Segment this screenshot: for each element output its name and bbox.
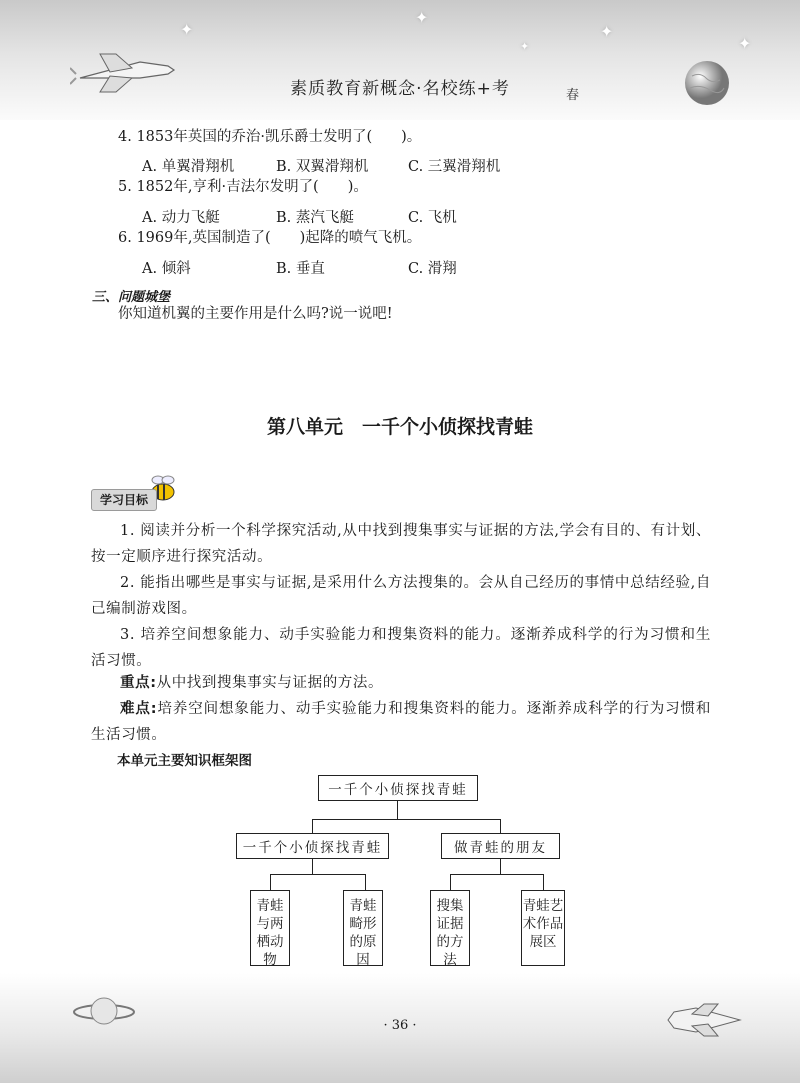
question-6-stem: 6. 1969年,英国制造了( )起降的喷气飞机。	[118, 230, 422, 246]
connector-line	[500, 859, 501, 874]
question-4-option-b: B. 双翼滑翔机	[276, 159, 369, 175]
diagram-branch-node-2: 做青蛙的朋友	[441, 833, 560, 859]
difficulty-point-label: 难点:	[120, 701, 158, 717]
diagram-leaf-node: 青蛙与两栖动物	[250, 890, 290, 966]
question-4-option-a: A. 单翼滑翔机	[142, 159, 235, 175]
star-icon: ✦	[738, 34, 752, 53]
connector-line	[365, 874, 366, 890]
saturn-planet-icon	[72, 992, 136, 1032]
star-icon: ✦	[600, 22, 614, 41]
connector-line	[543, 874, 544, 890]
diagram-root-node: 一千个小侦探找青蛙	[318, 775, 478, 801]
header-title: 素质教育新概念·名校练+考	[290, 79, 510, 99]
key-point	[91, 670, 711, 696]
question-5-option-a: A. 动力飞艇	[142, 210, 220, 226]
diagram-leaf-node: 青蛙畸形的原因	[343, 890, 383, 966]
question-4-stem: 4. 1853年英国的乔治·凯乐爵士发明了( )。	[118, 129, 422, 145]
question-5-option-b: B. 蒸汽飞艇	[276, 210, 354, 226]
space-shuttle-icon	[664, 1000, 744, 1040]
goal-item-3: 3. 培养空间想象能力、动手实验能力和搜集资料的能力。逐渐养成科学的行为习惯和生活习惯。	[91, 627, 711, 669]
page-number: · 36 ·	[383, 1018, 417, 1033]
goal-item-2: 2. 能指出哪些是事实与证据,是采用什么方法搜集的。会从自己经历的事情中总结经验,自己编制游戏图。	[91, 575, 711, 617]
connector-line	[270, 874, 271, 890]
connector-line	[450, 874, 451, 890]
key-point-label: 重点:	[120, 675, 157, 691]
star-icon: ✦	[180, 20, 194, 39]
difficulty-point-text: 培养空间想象能力、动手实验能力和搜集资料的能力。逐渐养成科学的行为习惯和生活习惯。	[91, 701, 711, 743]
diagram-branch-node-1: 一千个小侦探找青蛙	[236, 833, 389, 859]
connector-line	[312, 859, 313, 874]
diagram-leaf-node: 搜集证据的方法	[430, 890, 470, 966]
unit-title: 第八单元 一千个小侦探找青蛙	[266, 416, 533, 438]
connector-line	[312, 819, 313, 833]
star-icon: ✦	[520, 40, 530, 53]
diagram-caption: 本单元主要知识框架图	[117, 753, 252, 769]
diagram-leaf-node: 青蛙艺术作品展区	[521, 890, 565, 966]
section-3-heading: 三、问题城堡	[92, 290, 171, 305]
learning-goals-tag: 学习目标	[91, 489, 157, 511]
question-6-option-c: C. 滑翔	[408, 261, 457, 277]
star-icon: ✦	[415, 8, 429, 27]
goal-item-1: 1. 阅读并分析一个科学探究活动,从中找到搜集事实与证据的方法,学会有目的、有计划、按一定顺序进行探究活动。	[91, 523, 711, 565]
connector-line	[450, 874, 544, 875]
header-season-label: 春	[566, 88, 580, 103]
connector-line	[270, 874, 366, 875]
key-point-text: 从中找到搜集事实与证据的方法。	[156, 675, 384, 691]
question-4-option-c: C. 三翼滑翔机	[408, 159, 501, 175]
difficulty-point	[91, 696, 711, 748]
question-6-option-a: A. 倾斜	[142, 261, 191, 277]
connector-line	[397, 801, 398, 819]
connector-line	[312, 819, 501, 820]
question-5-stem: 5. 1852年,亨利·吉法尔发明了( )。	[118, 179, 368, 195]
connector-line	[500, 819, 501, 833]
question-6-option-b: B. 垂直	[276, 261, 325, 277]
question-5-option-c: C. 飞机	[408, 210, 457, 226]
section-3-text: 你知道机翼的主要作用是什么吗?说一说吧!	[118, 306, 393, 322]
